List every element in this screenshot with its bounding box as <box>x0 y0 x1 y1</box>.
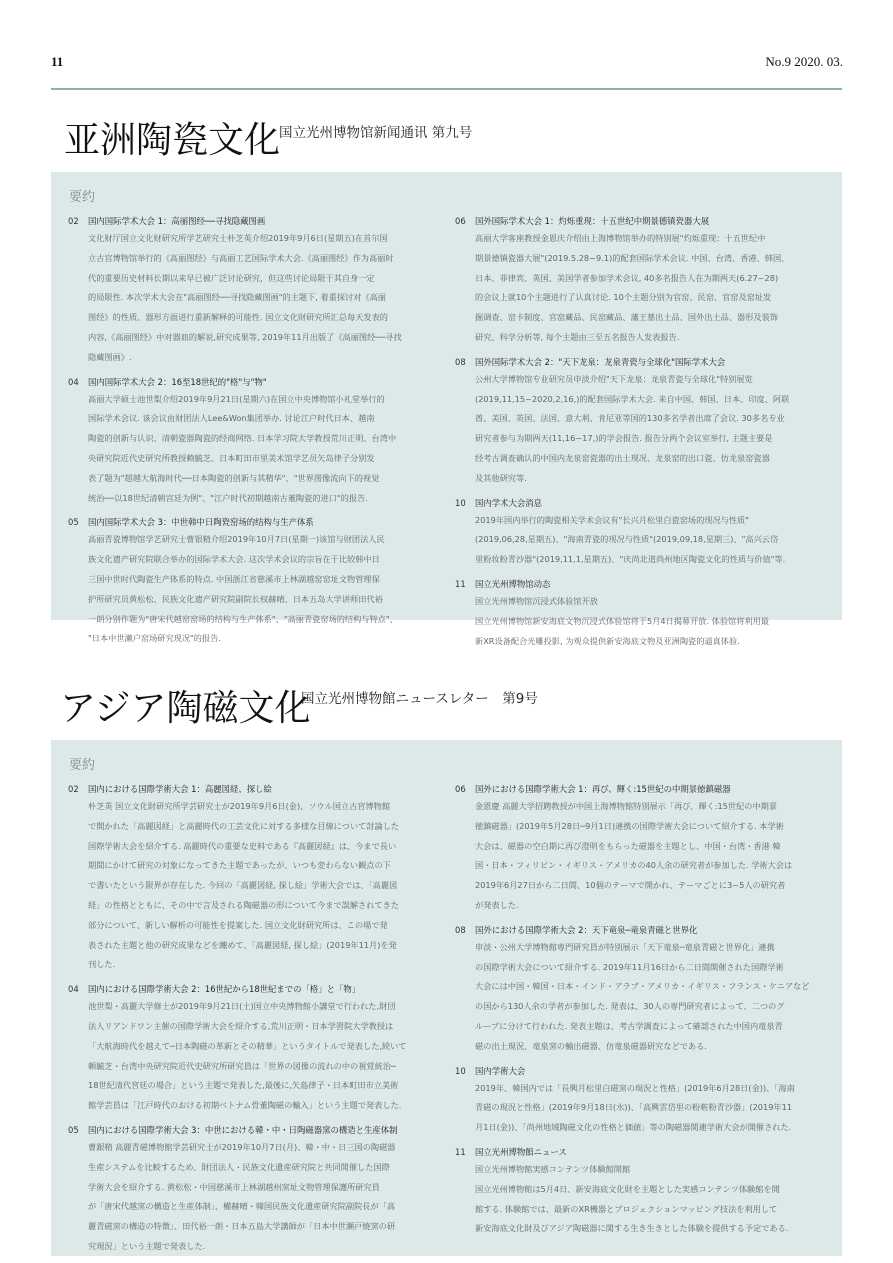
zh-item-05 <box>68 514 448 649</box>
zh-item-body: 国立光州博物馆沉浸式体验馆开放 国立光州博物馆新安海底文物沉浸式体验馆将于5月4日揭幕开放. 体验馆将利用最 新XR设备配合光雕投影, 为观众提供新安海底文物及亚洲陶瓷的逼真体验. <box>475 595 769 646</box>
zh-item-body: 高丽大学硕士池世梨介绍2019年9月21日(星期六)在国立中央博物馆小礼堂举行的 国际学术会议. 该会议由财团法人Lee&Won集团举办. 讨论江户时代日本、越南 陶瓷的创新与认识、清朝瓷器陶瓷的经商网络. 日本学习院大学教授荒川正明、台湾中 央研究院近代史研究所教授赖毓芝、日本町田市里美术馆学艺员矢岛律子分别发 表了题为"超越大航海时代──日本陶瓷的创新与其精华"、"世界图像流向下的视觉 统治──以18世纪清朝宫廷为例"、"江户时代初期越南古董陶瓷的进口"的报告. <box>88 393 397 503</box>
ja-section-subtitle: 国立光州博物館ニュースレター 第9号 <box>301 691 538 707</box>
zh-item-heading: 10 国内学术大会消息 <box>455 497 542 508</box>
ja-item-body: 国立光州博物館実感コンテンツ体験館開館 国立光州博物館は5月4日、新安海底文化財を主題とした実感コンテンツ体験館を開 館する. 体験館では、最新のXR機器とプロジェクションマッピング技法を利用して 新安海底文化財及びアジア陶磁器に関する生き生きとした体験を提供する予定である. <box>475 1163 789 1234</box>
ja-item-heading: 08 国外における国際学術大会 2：天下竜泉─竜泉青磁と世界化 <box>455 924 698 935</box>
zh-column-right <box>455 213 835 657</box>
ja-item-heading: 06 国外における国際学術大会 1：再び、輝く:15世紀の中期景徳鎮磁器 <box>455 784 731 794</box>
ja-summary-panel <box>51 740 842 1256</box>
ja-item-02 <box>68 781 448 975</box>
ja-item-08 <box>455 922 835 1057</box>
ja-summary-label: 要約 <box>69 758 96 773</box>
zh-section-title: 亚洲陶瓷文化 <box>64 120 281 161</box>
ja-item-heading: 04 国内における国際学術大会 2：16世紀から18世紀までの「格」と「物」 <box>68 984 361 995</box>
ja-item-10 <box>455 1063 835 1138</box>
zh-item-body: 高丽青瓷博物馆学艺研究士曹银精介绍2019年10月7日(星期一)该馆与财团法人民 族文化遗产研究院联合举办的国际学术大会. 这次学术会议的宗旨在于比较韩中日 三国中世时代陶瓷生产体系的特点. 中国浙江省慈溪市上林湖越窑窑址文物管理保 护所研究员黄松松、民族文化遗产研究院副院长权赫晴、日本五岛大学讲师田代裕 一朗分别作题为"唐宋代越窑窑场的结构与生产体系"、"高丽青瓷窑场的结构与特点"、 "日本中世濑户窑场研究现况"的报告. <box>88 534 398 644</box>
ja-item-body: 曹銀精 高麗青磁博物館学芸研究士が2019年10月7日(月)、韓・中・日三国の陶磁器 生産システムを比較するため、財団法人・民族文化遺産研究院と共同開催した国際 学術大会を紹介する. 黄松松・中国慈溪市上林湖越州窯址文物管理保護所研究員 が「唐宋代越窯の構造と生産体制」、權赫晴・韓国民族文化遺産研究院副院長が「高 麗青磁窯の構造の特徴」、田代裕一朗・日本五島大学講師が「日本中世瀬戸焼窯の研 究現況」という主題で発表した. <box>88 1141 396 1251</box>
zh-item-body: 2019年国内举行的陶瓷相关学术会议有"长兴月松里白瓷窑场的现况与性质" (2019,06,28,星期五)、"海南青瓷的现况与性质"(2019,09,18,星期三)、"高兴云岱 里粉妆粉青沙器"(2019,11,1,星期五)、"庆尚北道尚州地区陶瓷文化的性质与价值"等. <box>475 514 786 565</box>
ja-item-body: 池世梨・高麗大学修士が2019年9月21日(土)国立中央博物館小講堂で行われた,財団 法人リアンドワン主催の国際学術大会を紹介する,荒川正明・日本学習院大学教授は 「大航海時代を越えて─日本陶磁の革新とその精華」というタイトルで発表した,続いて 頼毓芝・台湾中央研究院近代史研究所研究員は「世界の図像の流れの中の視覚統治─ 18世紀清代宮廷の場合」という主題で発表した,最後に,矢島律子・日本町田市立美術 館学芸員は「江戸時代のおける初期ベトナム骨董陶磁の輸入」という主題で発表した. <box>88 1001 407 1111</box>
ja-item-body: 金恩慶 高麗大学招聘教授が中国上海博物館特別展示「再び、輝く:15世紀の中期景 徳鎮磁器」(2019年5月28日─9月1日)連携の国際学術大会について紹介する. 本学術 大会は、磁器の空白期に再び澄明をもらった磁器を主題とし、中国・台湾・香港 韓 国・日本・フィリピン・イギリス・アメリカの40人余の研究者が参加した. 学術大会は 2019年6月27日から二日間、10個のテーマで開かれ、テーマごとに3~5人の研究者 が発表した. <box>475 801 793 910</box>
ja-item-body: 申淡・公州大学博物館専門研究員が特別展示「天下竜泉─竜泉青磁と世界化」連携 の国際学術大会について紹介する. 2019年11月16日から二日間開催された国際学術 大会には中国・韓国・日本・インド・アラブ・アメリカ・イギリス・フランス・ケニアなど の国から130人余の学者が参加した. 発表は、30人の専門研究者によって、二つのグ ループに分けて行われた. 発表主題は、考古学調査によって確認された中国内竜泉青 磁の出土現況、竜泉窯の輸出磁器、仿竜泉磁器研究などである. <box>475 941 810 1051</box>
ja-item-heading: 11 国立光州博物館ニュース <box>455 1146 567 1157</box>
ja-section-title: アジア陶磁文化 <box>60 688 311 729</box>
zh-section-subtitle: 国立光州博物馆新闻通讯 第九号 <box>279 125 473 141</box>
zh-item-heading: 05 国内国际学术大会 3：中世韩中日陶瓷窑场的结构与生产体系 <box>68 517 314 528</box>
ja-item-05 <box>68 1122 448 1257</box>
ja-column-left <box>68 781 448 1263</box>
zh-item-body: 高丽大学客座教授金恩庆介绍由上海博物馆举办的特别展"灼烁重现：十五世纪中 期景德镇瓷器大展"(2019.5.28~9.1)的配套国际学术会议. 中国、台湾、香港、韩国、 日本、菲律宾、英国、美国学者参加学术会议, 40多名报告人在为期两天(6.27~28) 的会议上就10个主题进行了认真讨论. 10个主题分别为官窑、民窑、官窑及窑址发 掘调查、窑卡制度、官窑藏品、民窑藏品、藩王墓出土品、国外出土品、器形及装饰 研究、科学分析等, 每个主题由三至五名报告人发表报告. <box>475 233 790 342</box>
ja-item-04 <box>68 981 448 1116</box>
ja-item-heading: 10 国内学術大会 <box>455 1065 526 1076</box>
ja-item-heading: 02 国内における国際学術大会 1：高麗図経、探し絵 <box>68 784 272 794</box>
zh-item-08 <box>455 354 835 489</box>
ja-column-right <box>455 781 835 1245</box>
zh-column-left <box>68 213 448 655</box>
zh-item-heading: 04 国内国际学术大会 2：16至18世纪的"格"与"物" <box>68 376 267 387</box>
zh-item-04 <box>68 374 448 509</box>
zh-item-heading: 02 国内国际学术大会 1：高丽图经──寻找隐藏图画 <box>68 216 266 226</box>
issue-number: No.9 2020. 03. <box>765 54 843 69</box>
page-number: 11 <box>51 54 64 69</box>
zh-item-body: 文化财厅国立文化财研究所学艺研究士朴芝英介绍2019年9月6日(星期五)在首尔国 立古宫博物馆举行的《高丽图经》与高丽工艺国际学术大会.《高丽图经》作为高丽时 代的重要历史材料长期以来早已被广泛讨论研究，但这些讨论局限于其自身一定 的局限性. 本次学术大会在"高丽图经──寻找隐藏图画"的主题下, 着重探讨对《高丽 图经》的性质、器形方面进行重新解释的可能性. 国立文化财研究所汇总每天发表的 内容,《高丽图经》中对器皿的解说,研究成果等, 2019年11月出版了《高丽图经──寻找 隐藏图画》. <box>88 233 402 362</box>
ja-item-body: 朴芝英 国立文化財研究所学芸研究士が2019年9月6日(金)、ソウル国立古宮博物館 で開かれた「高麗図経」と高麗時代の工芸文化に対する多様な目線について討論した 国際学術大会を紹介する. 高麗時代の重要な史料である『高麗図経』は、今まで長い 期間にかけて研究の対象になってきた主題であったが、いつも変わらない観点の下 で書いたという限界が存在した. 今回の「高麗図経, 探し絵」学術大会では、「高麗図 経」の性格とともに、その中で言及される陶磁器の形について今まで誤解されてきた 部分について、新しい解析の可能性を提案した. 国立文化財研究所は、この場で発 表された主題と他の研究成果などを纏めて、「高麗図経, 探し絵」(2019年11月)を発 刊した. <box>88 801 399 970</box>
zh-item-heading: 08 国外国际学术大会 2："天下龙泉：龙泉青瓷与全球化"国际学术大会 <box>455 356 726 367</box>
zh-item-10 <box>455 495 835 570</box>
zh-item-heading: 06 国外国际学术大会 1：灼烁重现：十五世纪中期景德镇瓷器大展 <box>455 216 710 226</box>
zh-item-02 <box>68 213 448 368</box>
header-divider <box>51 88 842 90</box>
zh-item-heading: 11 国立光州博物馆动态 <box>455 578 551 589</box>
zh-item-11 <box>455 576 835 651</box>
ja-item-heading: 05 国内における国際学術大会 3：中世における韓・中・日陶磁器窯の構造と生産体制 <box>68 1124 398 1135</box>
zh-item-06 <box>455 213 835 348</box>
ja-item-06 <box>455 781 835 916</box>
zh-item-body: 公州大学博物馆专业研究员申淡介绍"天下龙泉：龙泉青瓷与全球化"特别展览 (2019,11,15~2020,2,16,)的配套国际学术大会. 来自中国、韩国、日本、印度、阿联 酋、美国、英国、法国、意大利、肯尼亚等国的130多名学者出席了会议. 30多名专业 研究者参与为期两天(11,16~17,)的学会报告. 报告分两个会议室举行, 主题主要是 经考古调查确认的中国内龙泉窑瓷器的出土现况、龙泉窑的出口瓷、仿龙泉窑瓷器 及其他研究等. <box>475 373 790 483</box>
zh-summary-panel <box>51 172 842 646</box>
zh-summary-label: 要约 <box>69 190 96 205</box>
ja-item-body: 2019年、韓国内では「長興月松里白磁窯の現況と性格」(2019年6月28日(金))、「海南 青磁の現況と性格」(2019年9月18日(水))、「高興雲岱里の粉粧粉青沙器」(2019年11 月1日(金))、「尚州地域陶磁文化の性格と価値」等の陶磁器関連学術大会が開催された. <box>475 1082 795 1133</box>
ja-item-11 <box>455 1144 835 1239</box>
